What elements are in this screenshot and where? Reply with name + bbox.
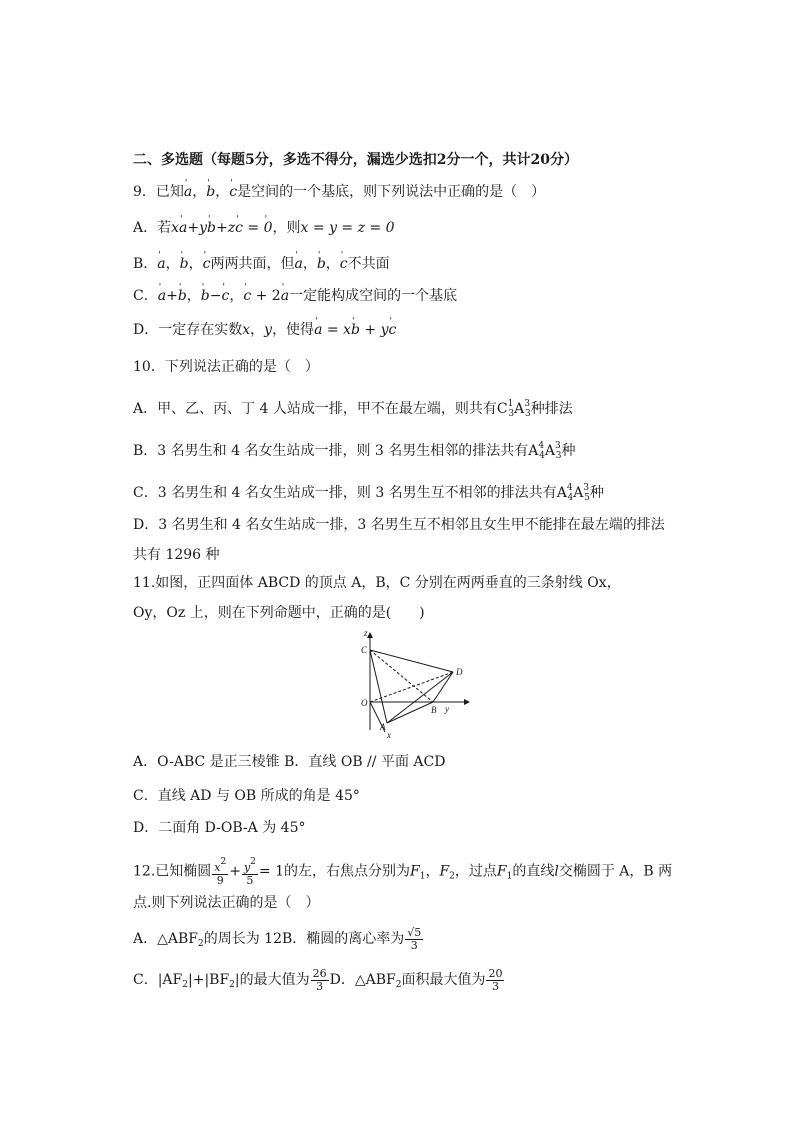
q12-option-c-d: C．$|AF_2|+|BF_2|$的最大值为 $\frac{26}{3}$ D．$\triangle ABF_2$面积最大值为 $\frac{20}{3}$ [133, 966, 503, 993]
label-z: z [364, 628, 368, 638]
label-d: D [456, 667, 463, 677]
axis-y-arrow [464, 699, 470, 705]
vector-a: ' a [184, 182, 192, 202]
q12-stem-line2: 点.则下列说法正确的是（ ） [133, 895, 320, 911]
q9-stem: 9．已知' a，' b，' c是空间的一个基底，则下列说法中正确的是（ ） [133, 182, 545, 202]
q12-option-a-b: A．$\triangle ABF_2$的周长为 12B．椭圆的离心率为 $\frac{√5}{3}$ [133, 925, 422, 952]
q9-option-a: A．若x' a+y' b+z' c = ' 0，则x = y = z = 0 [133, 218, 395, 238]
q12-stem-line1: 12.已知椭圆 $\frac{x^2}{9}$ + $\frac{y^2}{5}$ = 1的左，右焦点分别为$F_1$，$F_2$，过点$F_1$的直线l交椭圆于 A，B 两 [133, 857, 673, 887]
q10-option-b: B．3 名男生和 4 名女生站成一排，则 3 名男生相邻的排法共有$A^4_4A^3_3$种 [133, 441, 576, 461]
eccentricity-fraction: $\frac{√5}{3}$ [407, 925, 422, 952]
axis-z-arrow [367, 632, 373, 638]
q11-stem-line1: 11.如图，正四面体 ABCD 的顶点 A，B，C 分别在两两垂直的三条射线 Ox， [133, 575, 621, 591]
max-value-fraction: $\frac{26}{3}$ [312, 966, 327, 993]
q9-option-c: C．' a+' b，' b−' c，' c + 2' a一定能构成空间的一个基底 [133, 286, 457, 306]
q11-option-c: C．直线 AD 与 OB 所成的角是 45° [133, 788, 360, 804]
label-b: B [431, 705, 437, 715]
tetrahedron-figure [355, 628, 475, 738]
edge-od [370, 672, 453, 702]
q10-option-d-line2: 共有 1296 种 [133, 547, 220, 563]
ellipse-x-term: $\frac{x^2}{9}$ [214, 857, 227, 887]
q10-option-a: A．甲、乙、丙、丁 4 人站成一排，甲不在最左端，则共有$C^1_3A^3_3$种排法 [133, 399, 573, 419]
q11-option-a-b: A．O-ABC 是正三棱锥 B．直线 OB // 平面 ACD [133, 754, 446, 770]
ellipse-y-term: $\frac{y^2}{5}$ [243, 857, 256, 887]
edge-ad [387, 672, 453, 723]
edge-cd [370, 650, 453, 672]
q11-stem-line2: Oy，Oz 上，则在下列命题中，正确的是( ) [133, 605, 425, 621]
vector-c: ' c [229, 182, 237, 202]
label-y: y [445, 704, 449, 714]
q10-option-d-line1: D．3 名男生和 4 名女生站成一排，3 名男生互不相邻且女生甲不能排在最左端的排法 [133, 517, 665, 533]
label-x: x [387, 730, 391, 738]
q9-option-d: D．一定存在实数x，y，使得' a = x' b + y' c [133, 320, 396, 340]
max-area-fraction: $\frac{20}{3}$ [488, 966, 503, 993]
section-heading: 二、多选题（每题5分，多选不得分，漏选少选扣2分一个，共计20分） [133, 152, 578, 168]
vector-b: ' b [206, 182, 215, 202]
edge-bd [433, 672, 453, 702]
label-o: O [361, 698, 368, 708]
q9-option-b: B．' a，' b，' c两两共面，但' a，' b，' c不共面 [133, 254, 390, 274]
label-a: A [380, 722, 386, 732]
q10-option-c: C．3 名男生和 4 名女生站成一排，则 3 名男生互不相邻的排法共有$A^4_4A^3_5$种 [133, 483, 604, 503]
q10-stem: 10．下列说法正确的是（ ） [133, 359, 319, 375]
label-c: C [361, 645, 368, 655]
edge-ca [370, 650, 387, 723]
q11-option-d: D．二面角 D-OB-A 为 45° [133, 820, 306, 836]
